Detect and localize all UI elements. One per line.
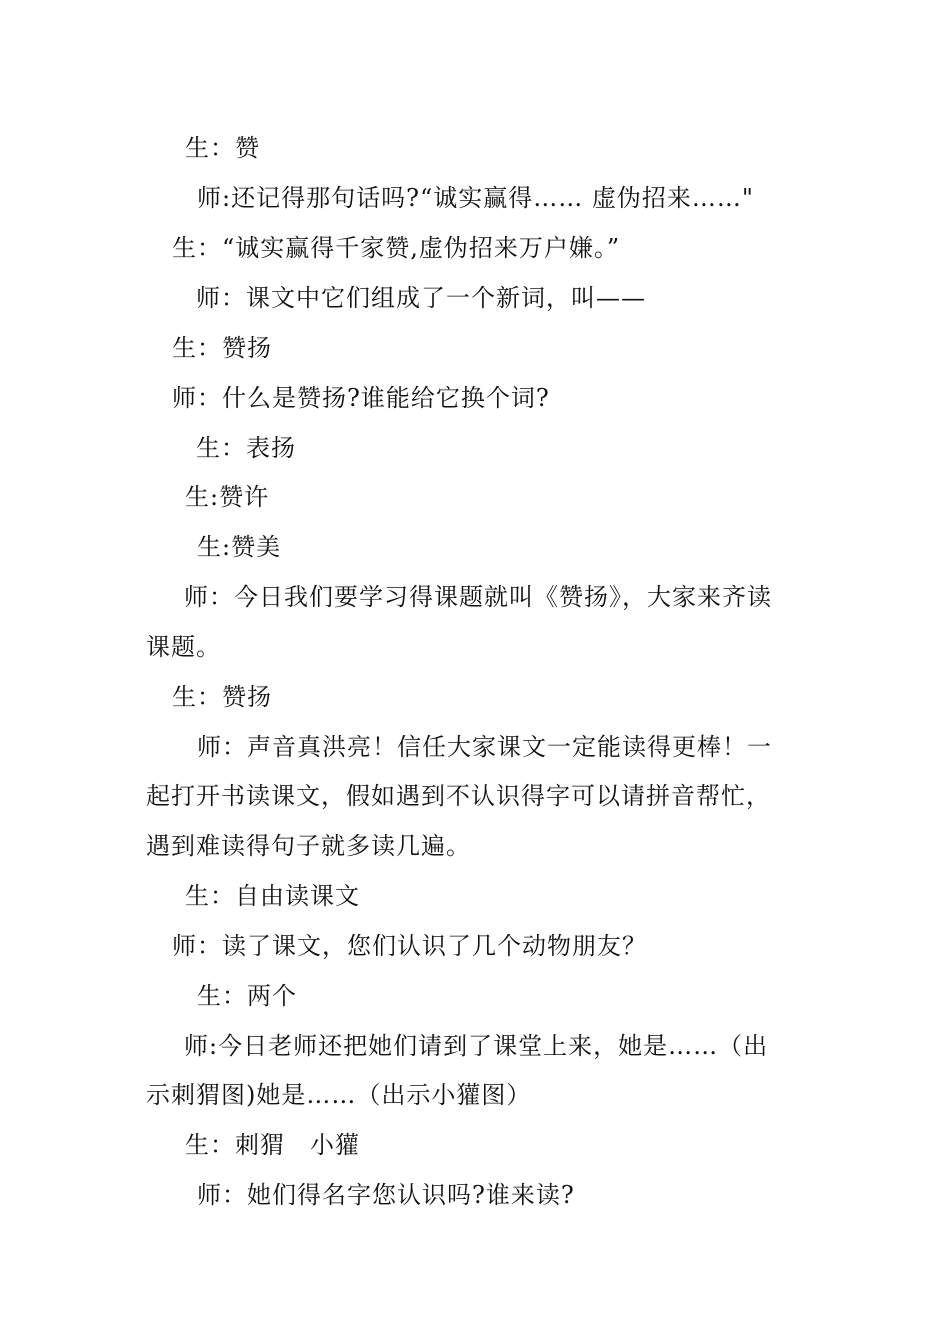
dialogue-line: 起打开书读课文，假如遇到不认识得字可以请拼音帮忙， — [146, 782, 771, 810]
dialogue-line: 遇到难读得句子就多读几遍。 — [146, 832, 471, 860]
dialogue-line: 生：刺猬 小獾 — [185, 1131, 360, 1159]
dialogue-line: 课题。 — [146, 633, 221, 661]
dialogue-line: 生:赞许 — [185, 483, 270, 511]
dialogue-line: 师：声音真洪亮！信任大家课文一定能读得更棒！一 — [197, 733, 772, 761]
dialogue-line: 生：赞扬 — [172, 683, 272, 711]
dialogue-line: 生：表扬 — [196, 434, 296, 462]
dialogue-line: 师：今日我们要学习得课题就叫《赞扬》，大家来齐读 — [184, 583, 772, 611]
dialogue-line: 师：课文中它们组成了一个新词，叫—— — [196, 284, 646, 312]
dialogue-line: 生：两个 — [197, 982, 297, 1010]
dialogue-line: 师：什么是赞扬?谁能给它换个词? — [172, 384, 550, 412]
dialogue-line: 师:今日老师还把她们请到了课堂上来，她是……（出 — [184, 1032, 769, 1060]
dialogue-line: 师：读了课文，您们认识了几个动物朋友？ — [172, 932, 647, 960]
dialogue-line: 生：自由读课文 — [185, 882, 360, 910]
dialogue-line: 师:还记得那句话吗?“诚实赢得…… 虚伪招来……" — [197, 184, 754, 212]
dialogue-line: 示刺猬图)她是……（出示小獾图） — [146, 1081, 532, 1109]
dialogue-line: 生：“诚实赢得千家赞,虚伪招来万户嫌。” — [172, 234, 621, 262]
dialogue-line: 生:赞美 — [197, 533, 282, 561]
dialogue-line: 师：她们得名字您认识吗?谁来读? — [197, 1181, 575, 1209]
dialogue-line: 生：赞扬 — [172, 334, 272, 362]
dialogue-line: 生：赞 — [185, 134, 260, 162]
